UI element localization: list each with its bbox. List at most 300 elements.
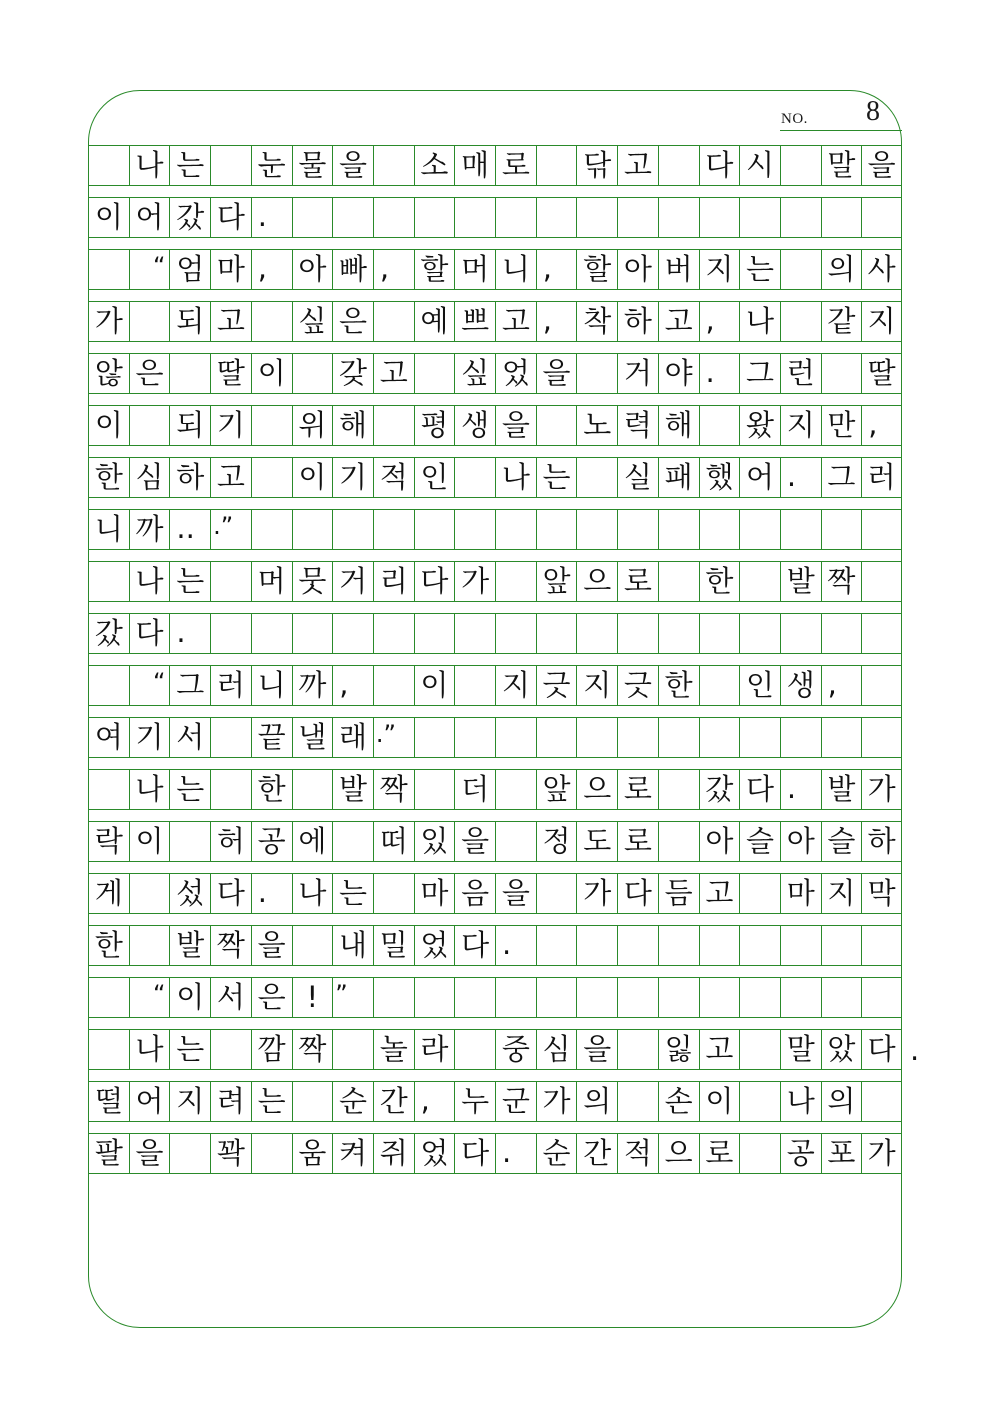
grid-cell <box>454 613 495 653</box>
grid-cell: 다 <box>210 197 251 237</box>
grid-cell: 인 <box>414 457 455 497</box>
grid-cell: 가 <box>88 301 129 341</box>
grid-cell <box>495 821 536 861</box>
grid-cell: 갖 <box>332 353 373 393</box>
grid-cell: 을 <box>861 145 902 185</box>
grid-cell <box>88 1029 129 1069</box>
grid-cell: 기 <box>129 717 170 757</box>
grid-cell: 하 <box>617 301 658 341</box>
manuscript-row <box>88 197 902 237</box>
grid-cell: 기 <box>332 457 373 497</box>
manuscript-row <box>88 1029 902 1069</box>
grid-cell: 앞 <box>536 769 577 809</box>
grid-cell <box>210 145 251 185</box>
manuscript-row <box>88 873 902 913</box>
grid-cell <box>292 197 333 237</box>
grid-cell: 갔 <box>699 769 740 809</box>
grid-cell <box>88 145 129 185</box>
grid-cell: 공 <box>251 821 292 861</box>
grid-cell: 공 <box>780 1133 821 1173</box>
grid-cell: 한 <box>88 457 129 497</box>
grid-cell <box>169 821 210 861</box>
grid-cell <box>658 925 699 965</box>
grid-cell: 발 <box>821 769 862 809</box>
grid-cell <box>495 769 536 809</box>
grid-cell: 평 <box>414 405 455 445</box>
grid-cell <box>821 353 862 393</box>
grid-cell: 할 <box>414 249 455 289</box>
grid-cell: 말 <box>821 145 862 185</box>
grid-cell: 어 <box>129 1081 170 1121</box>
grid-cell <box>454 717 495 757</box>
grid-cell: 서 <box>210 977 251 1017</box>
grid-cell: 지 <box>821 873 862 913</box>
grid-cell <box>210 561 251 601</box>
grid-cell <box>373 405 414 445</box>
grid-cell: 내 <box>332 925 373 965</box>
grid-cell: 았 <box>821 1029 862 1069</box>
grid-cell <box>251 405 292 445</box>
grid-cell <box>576 613 617 653</box>
grid-cell: 빠 <box>332 249 373 289</box>
grid-cell: 왔 <box>739 405 780 445</box>
grid-cell: 아 <box>780 821 821 861</box>
grid-cell: 다 <box>129 613 170 653</box>
grid-cell <box>536 977 577 1017</box>
grid-cell: 끝 <box>251 717 292 757</box>
grid-cell: 까 <box>292 665 333 705</box>
grid-cell: 니 <box>495 249 536 289</box>
grid-cell: 의 <box>821 249 862 289</box>
grid-cell: 잃 <box>658 1029 699 1069</box>
grid-cell: 꽉 <box>210 1133 251 1173</box>
grid-cell: 이 <box>88 197 129 237</box>
grid-cell: 나 <box>129 769 170 809</box>
row-bottom-line <box>88 1069 902 1070</box>
grid-cell: 다 <box>210 873 251 913</box>
row-bottom-line <box>88 341 902 342</box>
manuscript-row <box>88 769 902 809</box>
grid-cell: 마 <box>780 873 821 913</box>
grid-cell <box>576 197 617 237</box>
grid-cell: 고 <box>210 301 251 341</box>
grid-cell: 갔 <box>169 197 210 237</box>
grid-cell <box>210 1029 251 1069</box>
grid-cell: 나 <box>739 301 780 341</box>
grid-cell: 게 <box>88 873 129 913</box>
grid-cell <box>251 301 292 341</box>
grid-cell <box>129 405 170 445</box>
grid-cell <box>414 197 455 237</box>
grid-cell: 나 <box>129 145 170 185</box>
grid-cell: 니 <box>251 665 292 705</box>
grid-cell <box>699 509 740 549</box>
grid-cell <box>861 613 902 653</box>
grid-cell: 싶 <box>454 353 495 393</box>
grid-cell <box>658 613 699 653</box>
grid-cell: 력 <box>617 405 658 445</box>
grid-cell: 을 <box>576 1029 617 1069</box>
grid-cell: 짝 <box>373 769 414 809</box>
grid-cell: 다 <box>617 873 658 913</box>
grid-cell: 해 <box>658 405 699 445</box>
row-bottom-line <box>88 445 902 446</box>
grid-cell: 중 <box>495 1029 536 1069</box>
grid-cell: 래 <box>332 717 373 757</box>
grid-cell: 음 <box>454 873 495 913</box>
grid-cell: 었 <box>414 1133 455 1173</box>
grid-cell <box>332 197 373 237</box>
grid-cell <box>292 1081 333 1121</box>
grid-cell: 한 <box>251 769 292 809</box>
grid-cell: 정 <box>536 821 577 861</box>
grid-cell: 머 <box>454 249 495 289</box>
manuscript-row <box>88 1081 902 1121</box>
grid-cell <box>780 197 821 237</box>
grid-cell: 으 <box>576 769 617 809</box>
grid-cell <box>454 665 495 705</box>
grid-cell <box>495 977 536 1017</box>
grid-cell: 깜 <box>251 1029 292 1069</box>
grid-cell: 는 <box>169 145 210 185</box>
grid-cell: 지 <box>169 1081 210 1121</box>
grid-cell: 간 <box>576 1133 617 1173</box>
grid-cell <box>414 769 455 809</box>
grid-cell: , <box>536 301 577 341</box>
grid-cell: 지 <box>861 301 902 341</box>
grid-cell <box>536 717 577 757</box>
grid-cell: 지 <box>576 665 617 705</box>
grid-cell <box>373 145 414 185</box>
grid-cell: 지 <box>780 405 821 445</box>
grid-cell: 었 <box>495 353 536 393</box>
grid-cell <box>780 249 821 289</box>
margin-overflow-mark: . <box>910 1033 920 1067</box>
grid-cell <box>699 613 740 653</box>
grid-cell: 켜 <box>332 1133 373 1173</box>
grid-cell: , <box>373 249 414 289</box>
row-bottom-line <box>88 705 902 706</box>
grid-cell: , <box>414 1081 455 1121</box>
grid-cell: 로 <box>699 1133 740 1173</box>
grid-cell: . <box>169 613 210 653</box>
grid-cell: 가 <box>861 769 902 809</box>
grid-cell: 마 <box>414 873 455 913</box>
grid-cell: 도 <box>576 821 617 861</box>
grid-cell <box>576 353 617 393</box>
grid-cell: 러 <box>210 665 251 705</box>
grid-cell <box>88 561 129 601</box>
grid-cell: 의 <box>576 1081 617 1121</box>
grid-cell <box>576 509 617 549</box>
row-bottom-line <box>88 653 902 654</box>
row-bottom-line <box>88 913 902 914</box>
grid-cell <box>495 561 536 601</box>
grid-cell <box>454 977 495 1017</box>
grid-cell: 움 <box>292 1133 333 1173</box>
grid-cell <box>373 197 414 237</box>
manuscript-row <box>88 665 902 705</box>
grid-cell <box>332 1029 373 1069</box>
grid-cell <box>536 925 577 965</box>
grid-cell <box>861 977 902 1017</box>
page-number-label: NO. <box>781 111 808 127</box>
grid-cell: 려 <box>210 1081 251 1121</box>
grid-cell <box>739 1029 780 1069</box>
grid-cell: 해 <box>332 405 373 445</box>
grid-cell <box>169 1133 210 1173</box>
grid-cell: 나 <box>292 873 333 913</box>
grid-cell: 듬 <box>658 873 699 913</box>
grid-cell <box>861 1081 902 1121</box>
grid-cell: “ <box>129 665 170 705</box>
grid-cell <box>292 613 333 653</box>
grid-cell <box>576 925 617 965</box>
grid-cell <box>536 873 577 913</box>
grid-cell <box>129 873 170 913</box>
grid-cell: 이 <box>88 405 129 445</box>
manuscript-row <box>88 509 902 549</box>
grid-cell: 했 <box>699 457 740 497</box>
grid-cell <box>373 977 414 1017</box>
grid-cell <box>658 821 699 861</box>
grid-cell: 허 <box>210 821 251 861</box>
grid-cell: 갔 <box>88 613 129 653</box>
grid-cell: 을 <box>454 821 495 861</box>
grid-cell: 다 <box>414 561 455 601</box>
grid-cell: 을 <box>129 1133 170 1173</box>
grid-cell <box>617 925 658 965</box>
grid-cell <box>780 977 821 1017</box>
grid-cell <box>292 509 333 549</box>
page-number <box>780 96 902 131</box>
grid-cell <box>861 561 902 601</box>
grid-cell: 로 <box>617 561 658 601</box>
grid-cell: 나 <box>129 1029 170 1069</box>
grid-cell: 었 <box>414 925 455 965</box>
grid-cell: 말 <box>780 1029 821 1069</box>
grid-cell <box>699 977 740 1017</box>
manuscript-row <box>88 457 902 497</box>
grid-cell: 거 <box>617 353 658 393</box>
row-bottom-line <box>88 237 902 238</box>
grid-cell <box>292 769 333 809</box>
grid-cell: 버 <box>658 249 699 289</box>
grid-cell: 되 <box>169 301 210 341</box>
grid-cell: 하 <box>861 821 902 861</box>
grid-cell <box>210 613 251 653</box>
grid-cell <box>658 717 699 757</box>
grid-cell <box>414 509 455 549</box>
grid-cell <box>821 613 862 653</box>
grid-cell: 순 <box>536 1133 577 1173</box>
grid-cell <box>251 509 292 549</box>
grid-cell: . <box>780 769 821 809</box>
grid-cell <box>861 197 902 237</box>
page-number-value: 8 <box>866 96 880 127</box>
grid-cell: 심 <box>129 457 170 497</box>
grid-cell <box>88 977 129 1017</box>
grid-cell: 짝 <box>210 925 251 965</box>
grid-cell <box>699 405 740 445</box>
grid-cell <box>780 509 821 549</box>
grid-cell <box>414 977 455 1017</box>
grid-cell: 적 <box>373 457 414 497</box>
grid-cell: 인 <box>739 665 780 705</box>
grid-cell: 고 <box>495 301 536 341</box>
grid-cell <box>495 613 536 653</box>
grid-cell <box>495 509 536 549</box>
row-bottom-line <box>88 601 902 602</box>
grid-cell: 생 <box>780 665 821 705</box>
grid-cell: 발 <box>332 769 373 809</box>
grid-cell <box>454 509 495 549</box>
manuscript-row <box>88 145 902 185</box>
grid-cell: . <box>251 197 292 237</box>
grid-cell <box>739 977 780 1017</box>
grid-cell: 지 <box>495 665 536 705</box>
grid-cell <box>292 353 333 393</box>
grid-cell: 라 <box>414 1029 455 1069</box>
grid-cell <box>454 1029 495 1069</box>
grid-cell <box>739 509 780 549</box>
grid-cell: 마 <box>210 249 251 289</box>
grid-cell <box>373 873 414 913</box>
grid-cell: 예 <box>414 301 455 341</box>
grid-cell: 야 <box>658 353 699 393</box>
grid-cell: 의 <box>821 1081 862 1121</box>
grid-cell: 닦 <box>576 145 617 185</box>
grid-cell: 패 <box>658 457 699 497</box>
grid-cell <box>699 717 740 757</box>
row-bottom-line <box>88 393 902 394</box>
row-bottom-line <box>88 549 902 550</box>
grid-cell <box>658 561 699 601</box>
grid-cell: 만 <box>821 405 862 445</box>
grid-cell: 슬 <box>821 821 862 861</box>
grid-cell: 밀 <box>373 925 414 965</box>
grid-cell: 시 <box>739 145 780 185</box>
grid-cell: 막 <box>861 873 902 913</box>
manuscript-row <box>88 1133 902 1173</box>
manuscript-row <box>88 613 902 653</box>
grid-cell: 짝 <box>292 1029 333 1069</box>
grid-cell <box>414 353 455 393</box>
grid-cell: 쥐 <box>373 1133 414 1173</box>
grid-cell: . <box>251 873 292 913</box>
grid-cell <box>251 613 292 653</box>
grid-cell: 섰 <box>169 873 210 913</box>
grid-cell: 소 <box>414 145 455 185</box>
grid-cell: 을 <box>536 353 577 393</box>
grid-cell: 착 <box>576 301 617 341</box>
grid-cell: 다 <box>861 1029 902 1069</box>
grid-cell: ! <box>292 977 333 1017</box>
grid-cell: 이 <box>251 353 292 393</box>
grid-cell: 그 <box>821 457 862 497</box>
grid-cell: 있 <box>414 821 455 861</box>
grid-cell <box>88 769 129 809</box>
grid-cell: 낼 <box>292 717 333 757</box>
grid-cell <box>699 197 740 237</box>
grid-cell <box>536 509 577 549</box>
grid-cell <box>861 509 902 549</box>
grid-cell: 위 <box>292 405 333 445</box>
grid-cell <box>780 717 821 757</box>
grid-cell <box>129 925 170 965</box>
manuscript-row <box>88 561 902 601</box>
grid-cell: 떨 <box>88 1081 129 1121</box>
grid-cell: 로 <box>617 769 658 809</box>
grid-cell: 까 <box>129 509 170 549</box>
grid-cell: 리 <box>373 561 414 601</box>
grid-cell: 으 <box>576 561 617 601</box>
grid-cell: 다 <box>739 769 780 809</box>
grid-cell <box>739 197 780 237</box>
grid-cell <box>617 1029 658 1069</box>
grid-cell: 이 <box>169 977 210 1017</box>
grid-cell: 이 <box>699 1081 740 1121</box>
grid-cell: . <box>495 925 536 965</box>
grid-cell <box>414 717 455 757</box>
grid-cell <box>210 717 251 757</box>
grid-cell: 사 <box>861 249 902 289</box>
grid-cell <box>373 665 414 705</box>
grid-cell: 되 <box>169 405 210 445</box>
grid-cell: 는 <box>251 1081 292 1121</box>
grid-cell: 싶 <box>292 301 333 341</box>
grid-cell <box>861 665 902 705</box>
grid-cell: . <box>495 1133 536 1173</box>
grid-cell: 기 <box>210 405 251 445</box>
grid-cell: 는 <box>739 249 780 289</box>
grid-cell <box>332 613 373 653</box>
grid-cell <box>88 249 129 289</box>
grid-cell <box>617 613 658 653</box>
grid-cell <box>373 509 414 549</box>
grid-cell <box>454 197 495 237</box>
grid-cell <box>332 821 373 861</box>
grid-cell: , <box>251 249 292 289</box>
grid-cell: 더 <box>454 769 495 809</box>
grid-cell <box>88 665 129 705</box>
grid-cell <box>414 613 455 653</box>
grid-cell: 발 <box>780 561 821 601</box>
grid-cell: 고 <box>210 457 251 497</box>
grid-cell <box>576 457 617 497</box>
manuscript-row <box>88 821 902 861</box>
grid-cell: 딸 <box>210 353 251 393</box>
grid-cell: 을 <box>332 145 373 185</box>
grid-cell: 서 <box>169 717 210 757</box>
grid-cell <box>821 509 862 549</box>
grid-cell: 포 <box>821 1133 862 1173</box>
grid-cell <box>739 1133 780 1173</box>
grid-cell: 심 <box>536 1029 577 1069</box>
grid-cell: 는 <box>169 561 210 601</box>
grid-cell: 가 <box>576 873 617 913</box>
grid-cell <box>495 197 536 237</box>
grid-cell <box>536 145 577 185</box>
grid-cell: 을 <box>495 405 536 445</box>
manuscript-row <box>88 301 902 341</box>
grid-cell: 눈 <box>251 145 292 185</box>
grid-cell <box>129 301 170 341</box>
grid-cell <box>495 717 536 757</box>
grid-cell: , <box>332 665 373 705</box>
manuscript-row <box>88 249 902 289</box>
grid-cell <box>576 717 617 757</box>
